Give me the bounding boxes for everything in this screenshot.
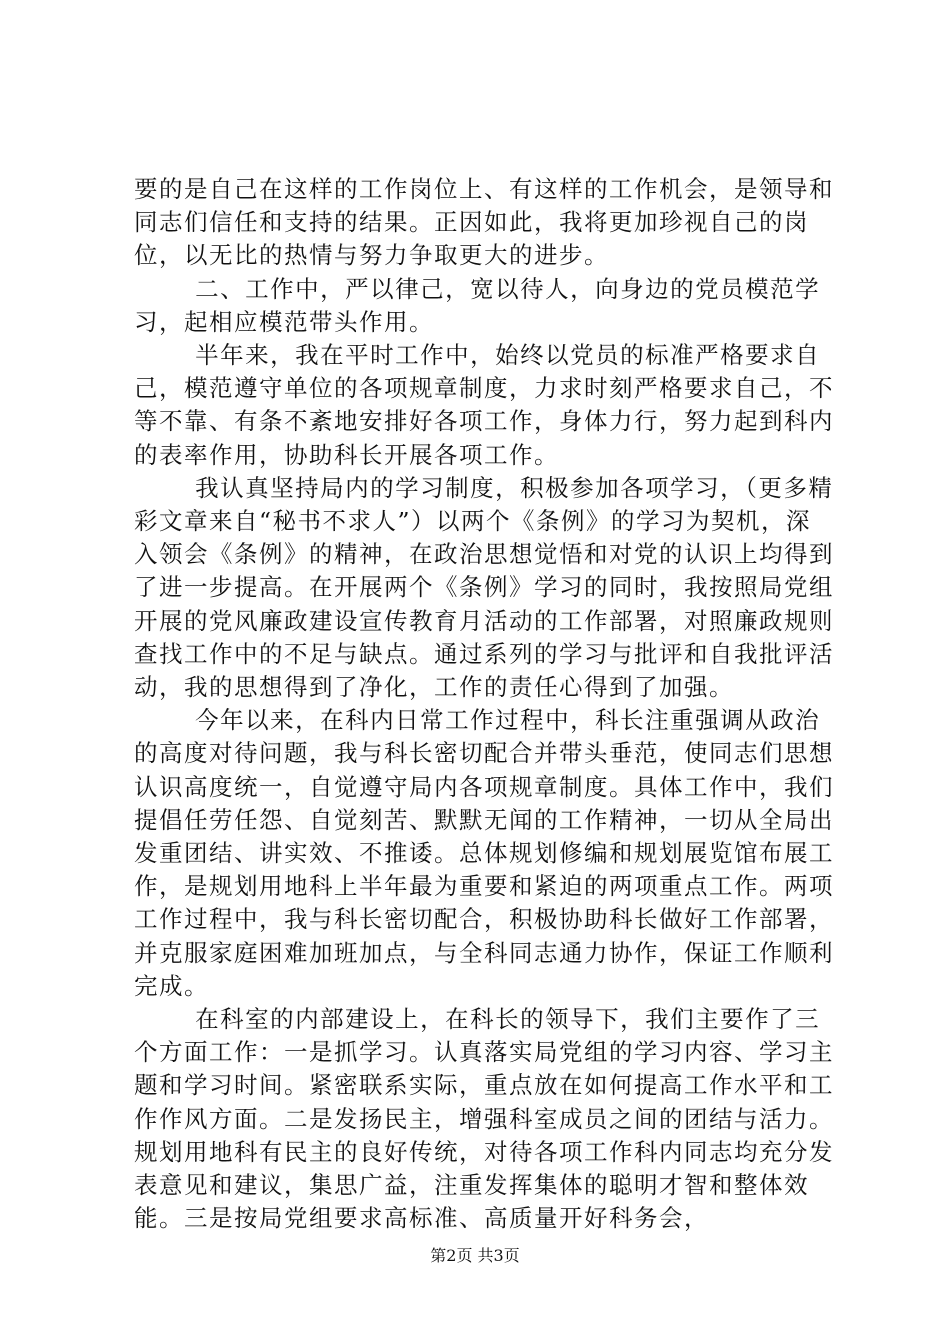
paragraph-2: 二、工作中，严以律己，宽以待人，向身边的党员模范学习，起相应模范带头作用。 bbox=[134, 274, 821, 336]
page-number-label: 第2页 共3页 bbox=[430, 1246, 520, 1265]
paragraph-1: 要的是自己在这样的工作岗位上、有这样的工作机会，是领导和同志们信任和支持的结果。正因如此，我将更加珍视自己的岗位，以无比的热情与努力争取更大的进步。 bbox=[134, 175, 834, 270]
paragraph-6: 在科室的内部建设上，在科长的领导下，我们主要作了三个方面工作：一是抓学习。认真落实局党组的学习内容、学习主题和学习时间。紧密联系实际，重点放在如何提高工作水平和工作作风方面。二是发扬民主，增强科室成员之间的团结与活力。规划用地科有民主的良好传统，对待各项工作科内同志均充分发表意见和建议，集思广益，注重发挥集体的聪明才智和整体效能。三是按局党组要求高标准、高质量开好科务会， bbox=[134, 1005, 834, 1233]
page-footer bbox=[0, 1246, 950, 1266]
paragraph-5: 今年以来，在科内日常工作过程中，科长注重强调从政治的高度对待问题，我与科长密切配合并带头垂范，使同志们思想认识高度统一，自觉遵守局内各项规章制度。具体工作中，我们提倡任劳任怨、自觉刻苦、默默无闻的工作精神，一切从全局出发重团结、讲实效、不推诿。总体规划修编和规划展览馆布展工作，是规划用地科上半年最为重要和紧迫的两项重点工作。两项工作过程中，我与科长密切配合，积极协助科长做好工作部署，并克服家庭困难加班加点，与全科同志通力协作，保证工作顺利完成。 bbox=[134, 706, 834, 1000]
paragraph-3: 半年来，我在平时工作中，始终以党员的标准严格要求自己，模范遵守单位的各项规章制度，力求时刻严格要求自己，不等不靠、有条不紊地安排好各项工作，身体力行，努力起到科内的表率作用，协助科长开展各项工作。 bbox=[134, 341, 834, 469]
document-body bbox=[134, 173, 836, 1236]
paragraph-4: 我认真坚持局内的学习制度，积极参加各项学习，（更多精彩文章来自“秘书不求人”）以两个《条例》的学习为契机，深入领会《条例》的精神，在政治思想觉悟和对党的认识上均得到了进一步提高。在开展两个《条例》学习的同时，我按照局党组开展的党风廉政建设宣传教育月活动的工作部署，对照廉政规则查找工作中的不足与缺点。通过系列的学习与批评和自我批评活动，我的思想得到了净化，工作的责任心得到了加强。 bbox=[134, 473, 834, 702]
